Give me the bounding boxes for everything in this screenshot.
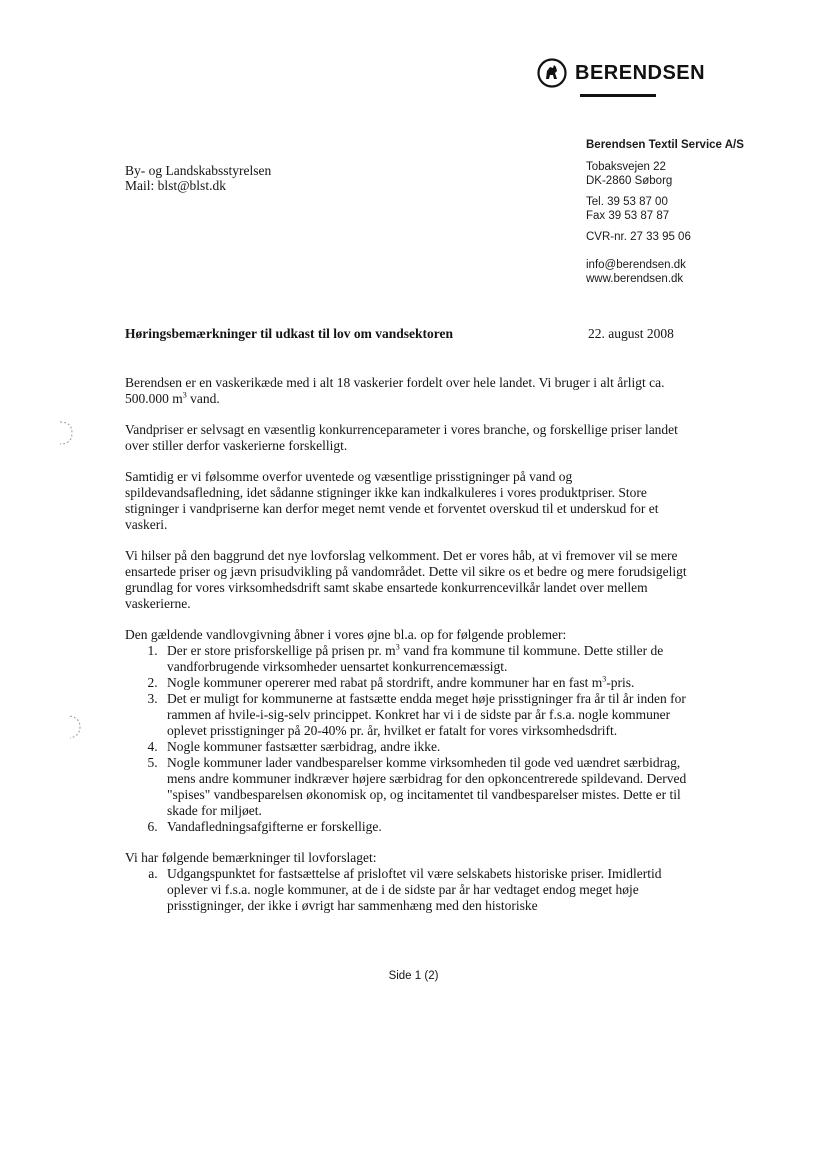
company-logo [537, 58, 705, 88]
bear-emblem-icon [537, 58, 567, 88]
sender-cvr: CVR-nr. 27 33 95 06 [586, 231, 691, 243]
letter-subject: Høringsbemærkninger til udkast til lov om vandsektoren [125, 326, 454, 341]
sender-city: DK-2860 Søborg [586, 175, 673, 187]
sender-web: www.berendsen.dk [586, 273, 684, 285]
list-item: 2. Nogle kommuner opererer med rabat på stordrift, andre kommuner har en fast $m^3$-pris. [161, 675, 690, 691]
sender-street: Tobaksvejen 22 [586, 161, 666, 173]
list-item: a. Udgangspunktet for fastsættelse af prisloftet vil være selskabets historiske priser. Imidlertid oplever vi f.s.a. nogle kommuner, at de i de sidste par år har vedtaget endog meget høje prisstigninger, der ikke i øvrigt har sammenhæng med den historiske [161, 866, 690, 914]
sender-tel: Tel. 39 53 87 00 [586, 196, 668, 208]
logo-underline [580, 94, 656, 97]
list-item: 4. Nogle kommuner fastsætter særbidrag, andre ikke. [161, 739, 690, 755]
recipient-name: By- og Landskabsstyrelsen [125, 163, 272, 178]
problems-intro: Den gældende vandlovgivning åbner i vores øjne bl.a. op for følgende problemer: [125, 627, 567, 642]
sender-fax: Fax 39 53 87 87 [586, 210, 670, 222]
paragraph-3: Samtidig er vi følsomme overfor uventede og væsentlige prisstigninger på vand og spildevandsafledning, idet sådanne stigninger ikke kan indkalkuleres i vores produktpriser. Store stigninger i vandpriserne kan derfor meget nemt vende et forventet overskud til et underskud for et vaskeri. [125, 469, 659, 532]
recipient-block [125, 163, 271, 193]
list-item: 5. Nogle kommuner lader vandbesparelser komme virksomheden til gode ved uændret særbidrag, mens andre kommuner indkræver højere særbidrag for den opkoncentrerede spildevand. Derved "spises" vandbesparelsen økonomisk op, og incitamentet til vandbesparelser mistes. Dette er til skade for miljøet. [161, 755, 690, 819]
list-item: 6. Vandafledningsafgifterne er forskellige. [161, 819, 690, 835]
punch-hole-mark-icon [66, 712, 86, 742]
brand-name: BERENDSEN [575, 61, 706, 84]
list-item: 3. Det er muligt for kommunerne at fastsætte endda meget høje prisstigninger fra år til år inden for rammen af hvile-i-sig-selv princippet. Konkret har vi i de sidste par år f.s.a. nogle kommuner oplevet prisstigninger på 20-40% pr. år, hvilket er fatalt for vores virksomhedsdrift. [161, 691, 690, 739]
sender-email: info@berendsen.dk [586, 259, 686, 271]
sender-block [586, 138, 816, 286]
sender-company: Berendsen Textil Service A/S [586, 139, 744, 151]
remarks-list [125, 866, 690, 914]
paragraph-4: Vi hilser på den baggrund det nye lovforslag velkomment. Det er vores håb, at vi fremover vil se mere ensartede priser og jævn prisudvikling på vandområdet. Dette vil sikre os et bedre og mere forudsigeligt grundlag for vores virksomhedsdrift samt skabe ensartede konkurrencevilkår landet over mellem vaskerierne. [125, 548, 687, 611]
list-item: 1. Der er store prisforskellige på prisen pr. $m^3$ vand fra kommune til kommune. Dette stiller de vandforbrugende virksomheder uensartet konkurrencemæssigt. [161, 643, 690, 675]
page-number: Side 1 (2) [388, 970, 439, 982]
letter-date: 22. august 2008 [588, 326, 674, 341]
recipient-mail: Mail: blst@blst.dk [125, 178, 226, 193]
paragraph-1: Berendsen er en vaskerikæde med i alt 18 vaskerier fordelt over hele landet. Vi bruger i alt årligt ca. 500.000 $m^3$ vand. [125, 375, 665, 406]
problems-list [125, 643, 690, 835]
punch-hole-mark-icon [52, 418, 78, 448]
paragraph-2: Vandpriser er selvsagt en væsentlig konkurrenceparameter i vores branche, og forskellige priser landet over stiller derfor vaskerierne forskelligt. [125, 422, 678, 453]
letter-body [125, 375, 690, 914]
remarks-intro: Vi har følgende bemærkninger til lovforslaget: [125, 850, 377, 865]
